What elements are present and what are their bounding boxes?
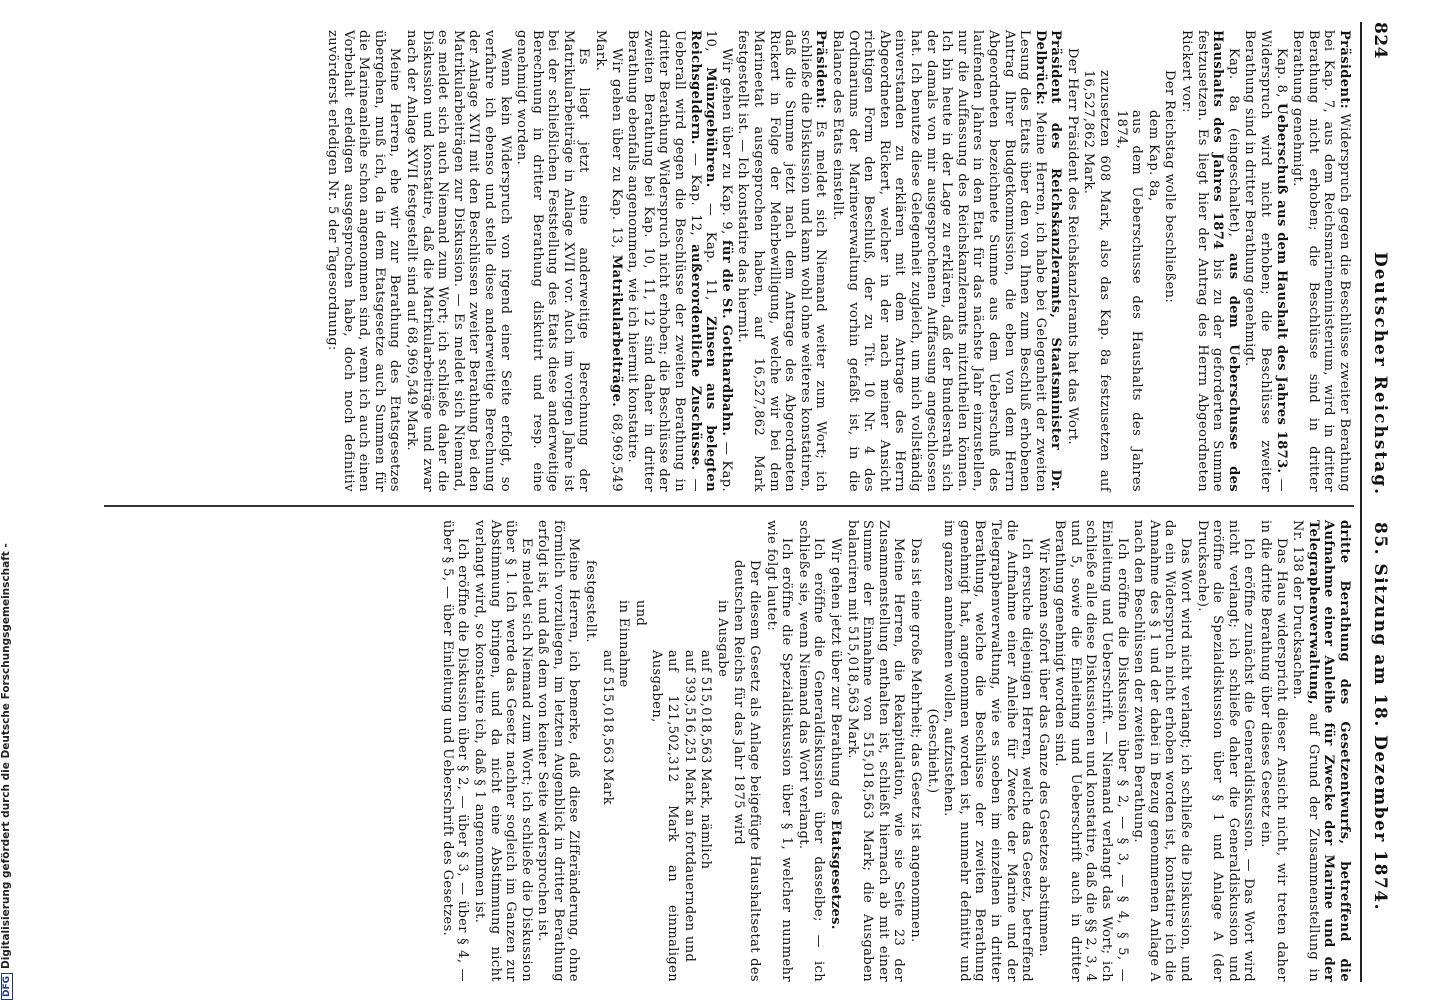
- right-column-paragraph: [698, 520, 714, 982]
- text-run: — Kap. 11,: [703, 187, 719, 317]
- running-head: [1364, 22, 1390, 982]
- text-run: Es liegt jetzt eine anderweitige Berechnung der Matrikularbeiträge in Anlage XVII vor. Auch im vorigen Jahre ist bei der schließlichen Feststellung des Etats diese anderweitige Berechnung in dritter Berathung diskutirt und resp. eine genehmigt worden.: [514, 30, 592, 492]
- right-column: [438, 520, 1352, 982]
- left-column-paragraph: [324, 30, 402, 492]
- bold-run: Präsident des Reichskanzleramts, Staatsminister Dr. Delbrück:: [1032, 30, 1064, 492]
- credit-text: Digitalisierung gefördert durch die Deutsche Forschungsgemeinschaft -: [0, 543, 12, 969]
- text-run: Ich eröffne die Generaldiskussion über dasselbe; — ich schließe sie, wenn Niemand das Wort verlangt.: [795, 520, 827, 982]
- publication-title: Deutscher Reichstag.: [1370, 252, 1390, 497]
- text-run: Wir gehen jetzt über zur Berathung des: [828, 538, 843, 821]
- text-run: Widerspruch gegen die Beschlüsse zweiter Berathung bei Kap. 7, aus dem Reichsmarineministerium, wird in dritter Berathung nicht erhoben; die Beschlüsse sind in dritter Berathung genehmigt.: [1290, 30, 1352, 492]
- text-run: auf 393,516,251 Mark an fortdauernden und: [681, 650, 697, 963]
- text-run: und: [632, 600, 648, 627]
- text-run: Der diesem Gesetz als Anlage beigefügte Haushaltsetat des deutschen Reichs für das Jahr 1875 wird: [731, 560, 763, 982]
- right-column-paragraph: [1131, 520, 1193, 982]
- header-rule: [1360, 22, 1362, 982]
- right-column-paragraph: [795, 520, 826, 982]
- right-column-paragraph: [632, 520, 648, 982]
- left-column-paragraph: [1064, 30, 1080, 492]
- text-run: auf Grund der Zusammenstellung in Nr. 138 der Drucksachen.: [1290, 520, 1321, 982]
- right-column-paragraph: [1257, 520, 1288, 982]
- text-run: bis zu der geforderten Summe festzusetzen. Es liegt hier der Antrag des Herrn Abgeordneten Rickert vor:: [1179, 30, 1226, 492]
- column-divider: [104, 505, 1354, 507]
- session-heading: 85. Sitzung am 18. Dezember 1874.: [1370, 522, 1390, 912]
- bold-run: Münzgebühren.: [703, 67, 719, 188]
- rotated-document-page: [100, 22, 1390, 982]
- text-run: Wir können sofort über das Ganze des Gesetzes abstimmen.: [1035, 538, 1051, 957]
- text-run: Ich eröffne die Spezialdiskussion über § 1, welcher nunmehr wie folgt lautet:: [763, 520, 795, 982]
- left-column-paragraph: [1145, 30, 1161, 492]
- left-column-paragraph: [625, 30, 734, 492]
- text-run: — Kap. 12,: [687, 144, 703, 245]
- right-column-paragraph: [599, 520, 615, 982]
- right-column-paragraph: [1194, 520, 1256, 982]
- left-column-paragraph: [1081, 30, 1112, 492]
- bold-run: Präsident:: [813, 30, 829, 109]
- text-run: in Einnahme: [616, 600, 632, 688]
- text-run: festgestellt.: [583, 560, 599, 643]
- text-run: (Geschieht.): [924, 708, 940, 794]
- right-column-paragraph: [471, 520, 533, 982]
- left-column-paragraph: [1242, 30, 1289, 492]
- bold-run: Ueberschuß aus dem Haushalt des Jahres 1873.: [1273, 102, 1289, 474]
- text-run: Meine Herren, ich bemerke, daß diese Zifferänderung, ohne förmlich vorzuliegen, im letzten Augenblick in dritter Berathung erfolgt ist, und daß dem von keiner Seite widersprochen ist.: [535, 520, 582, 982]
- text-run: — Ueberall wird gegen die Beschlüsse der zweiten Berathung in dritter Berathung Widerspruch nicht erhoben; die Beschlüsse der zweiten Berathung bei Kap. 10, 11, 12 sind daher in dritter Berathung ebenfalls angenommen, wie ich hiermit konstatire.: [625, 30, 703, 492]
- dfg-logo: DFG: [1, 973, 13, 1000]
- text-run: Kap. 8,: [1273, 48, 1289, 103]
- bold-run: Etatsgesetzes.: [828, 820, 843, 930]
- text-run: in Ausgabe: [714, 600, 730, 678]
- right-column-paragraph: [439, 520, 470, 982]
- right-column-paragraph: [1052, 520, 1130, 982]
- left-column-paragraph: [593, 30, 624, 492]
- right-column-paragraph: [714, 520, 730, 982]
- bold-run: Matrikularbeiträge.: [608, 254, 624, 408]
- text-run: Wir gehen über zu Kap. 9,: [718, 48, 734, 240]
- left-column-paragraph: [1162, 30, 1178, 492]
- right-column-paragraph: [924, 520, 940, 982]
- right-column-paragraph: [907, 520, 923, 982]
- bold-run: für die St. Gotthardbahn.: [718, 239, 734, 437]
- text-run: Meine Herren, ehe wir zur Berathung des Etatsgesetzes übergehen, muß ich, da in dem Etatsgesetze auch Summen für die Marineanleihe schon angenommen sind, wenn ich auch einen Vorbehalt erledigen ausgesprochen habe, doch noch definitiv zuvörderst erledigen Nr. 5 der Tagesordnung:: [325, 30, 403, 492]
- text-run: auf 515,018,563 Mark, nämlich: [698, 650, 714, 870]
- right-column-paragraph: [827, 520, 843, 982]
- right-column-paragraph: [763, 520, 794, 982]
- text-run: Ich eröffne die Diskussion über § 2, — über § 3, — über § 4, — über § 5, — über Einleitung und Ueberschrift des Gesetzes.: [439, 520, 471, 982]
- right-column-paragraph: [941, 520, 1035, 982]
- bold-run: dritte Berathung des Gesetzentwurfs, betreffend die Aufnahme einer Anleihe für Zwecke der Marine und der Telegraphenverwaltung,: [1305, 520, 1352, 982]
- text-run: Wir gehen über zu Kap. 13,: [608, 48, 624, 255]
- left-column-paragraph: [514, 30, 592, 492]
- bold-run: Zinsen aus belegten Reichsgeldern.: [687, 30, 719, 492]
- text-run: dem Kap. 8a,: [1145, 110, 1161, 202]
- right-column-paragraph: [1290, 520, 1352, 982]
- text-run: Kap. 8a (eingeschaltet),: [1225, 48, 1241, 254]
- left-column-paragraph: [1113, 30, 1144, 492]
- text-run: Meine Herren, die Rekapitulation, wie sie Seite 23 der Zusammenstellung enthalten ist, schließt hiernach ab mit einer Summe der Einnahme von 515,018,563 Mark; die Ausgaben balanciren mit 515,018,563 Mark.: [844, 520, 907, 982]
- left-column-paragraph: [1178, 30, 1240, 492]
- text-run: Das Haus widerspricht dieser Ansicht nicht, wir treten daher in die dritte Berathung über dieses Gesetz ein.: [1258, 520, 1289, 982]
- left-column-paragraph: [735, 30, 829, 492]
- right-column-paragraph: [681, 520, 697, 982]
- right-column-paragraph: [731, 520, 762, 982]
- text-run: 68,969,549 Mark.: [593, 30, 624, 493]
- text-run: zuzusetzen 608 Mark, also das Kap. 8a festzusetzen auf 16,527,862 Mark.: [1081, 70, 1113, 492]
- right-column-paragraph: [616, 520, 632, 982]
- text-run: Meine Herren, ich habe bei Gelegenheit der zweiten Lesung des Etats über den von Ihnen zum Beschluß erhobenen Antrag Ihrer Budgetkommission, die eben von dem Herrn Abgeordneten bezeichnete Summe aus dem Ueberschuß des laufenden Jahres in den Etat für das nächste Jahr einzustellen, nur die Auffassung des Reichskanzleramts mitzutheilen können. Ich bin heute in der Lage zu erklären, daß der Bundesrath sich der damals von mir ausgesprochenen Auffassung angeschlossen hat. Ich benutze diese Gelegenheit zugleich, um mich vollständig einverstanden zu erklären mit dem Antrage des Herrn Abgeordneten Rickert, welcher in der nach meiner Ansicht richtigen Form den Beschluß, der zu Tit. 10 Nr. 4 des Ordinariums der Marineverwaltung vorhin gefaßt ist, in die Balance des Etats einstellt.: [830, 30, 1048, 492]
- left-column-paragraph: [403, 30, 512, 492]
- right-column-paragraph: [583, 520, 599, 982]
- left-column-paragraph: [1290, 30, 1352, 492]
- text-run: — Kap. 10,: [703, 30, 734, 493]
- left-column-paragraph: [829, 30, 1063, 492]
- right-column-paragraph: [535, 520, 582, 982]
- text-run: auf 121,502,312 Mark an einmaligen Ausgaben,: [649, 650, 681, 982]
- text-run: — Widerspruch wird nicht erhoben; die Beschlüsse zweiter Berathung sind in dritter Berathung genehmigt.: [1242, 30, 1289, 492]
- text-run: Das ist eine große Mehrheit; das Gesetz ist angenommen.: [907, 538, 923, 943]
- right-column-paragraph: [1035, 520, 1051, 982]
- right-column-paragraph: [844, 520, 906, 982]
- digitization-credit: [0, 543, 13, 1000]
- right-column-paragraph: [649, 520, 680, 982]
- text-run: Ich ersuche diejenigen Herren, welche das Gesetz, betreffend die Aufnahme einer Anleihe für Zwecke der Marine und der Telegraphenverwaltung, wie es soeben im einzelnen in dritter Berathung, welche die Beschlüsse der zweiten Berathung genehmigt hat, angenommen worden ist, nunmehr definitiv und im ganzen annehmen wollen, aufzustehen.: [941, 520, 1035, 982]
- text-run: Es meldet sich Niemand zum Wort; ich schließe die Diskussion über § 1. Ich werde das Gesetz nachher sogleich im Ganzen zur Abstimmung bringen, und da nicht eine Abstimmung nicht verlangt wird, so konstatire ich, daß § 1 angenommen ist.: [471, 520, 534, 982]
- page-number: 824: [1370, 22, 1390, 59]
- text-run: Wenn kein Widerspruch von irgend einer Seite erfolgt, so verfahre ich ebenso und stelle diese anderweitige Berechnung der Anlage XVII mit den Beschlüssen zweiter Berathung bei den Matrikularbeiträgen zur Diskussion. — Es meldet sich Niemand, es meldet sich auch Niemand zum Wort; ich schließe daher die Diskussion und konstatire, daß die Matrikularbeiträge und zwar nach der Anlage XVII festgestellt sind auf 68,969,549 Mark.: [403, 30, 513, 492]
- text-run: Der Reichstag wolle beschließen:: [1162, 70, 1178, 304]
- left-column: [323, 30, 1352, 492]
- text-run: Es meldet sich Niemand weiter zum Wort; ich schließe die Diskussion und kann wohl ohne weiteres konstatiren, daß die Summe jetzt nach dem Antrage des Abgeordneten Rickert in Folge der Mehrbewilligung, welche wir bei dem Marineetat ausgesprochen haben, auf 16,527,862 Mark festgestellt ist. — Ich konstatire das hiermit.: [735, 30, 829, 492]
- text-run: aus dem Ueberschusse des Haushalts des Jahres 1874,: [1113, 110, 1145, 492]
- text-run: Der Herr Präsident des Reichskanzleramts hat das Wort.: [1064, 48, 1080, 445]
- text-run: Ich eröffne die Diskussion über § 2, — § 3, — § 4, § 5, — Einleitung und Ueberschrift. — Niemand verlangt das Wort; ich schließe alle diese Diskussionen und konstatire, daß die §§ 2, 3, 4 und 5, sowie die Einleitung und Ueberschrift auch in dritter Berathung genehmigt worden sind.: [1052, 520, 1130, 982]
- bold-run: aus dem Ueberschusse des Haushalts des Jahres 1874: [1210, 30, 1241, 492]
- bold-run: außerordentliche Zuschüsse.: [687, 244, 703, 471]
- text-run: Das Wort wird nicht verlangt; ich schließe die Diskussion, und da ein Widerspruch nicht erhoben worden ist, konstatire ich die Annahme des § 1 und der dabei in Bezug genommenen Anlage A nach den Beschlüssen der zweiten Berathung.: [1131, 520, 1194, 982]
- text-run: Ich eröffne zunächst die Generaldiskussion. — Das Wort wird nicht verlangt; ich schließe daher die Generaldiskussion und eröffne die Spezialdiskussion über § 1 und Anlage A (der Drucksache).: [1194, 520, 1257, 982]
- text-run: auf 515,018,563 Mark: [599, 650, 615, 806]
- bold-run: Präsident:: [1337, 30, 1352, 109]
